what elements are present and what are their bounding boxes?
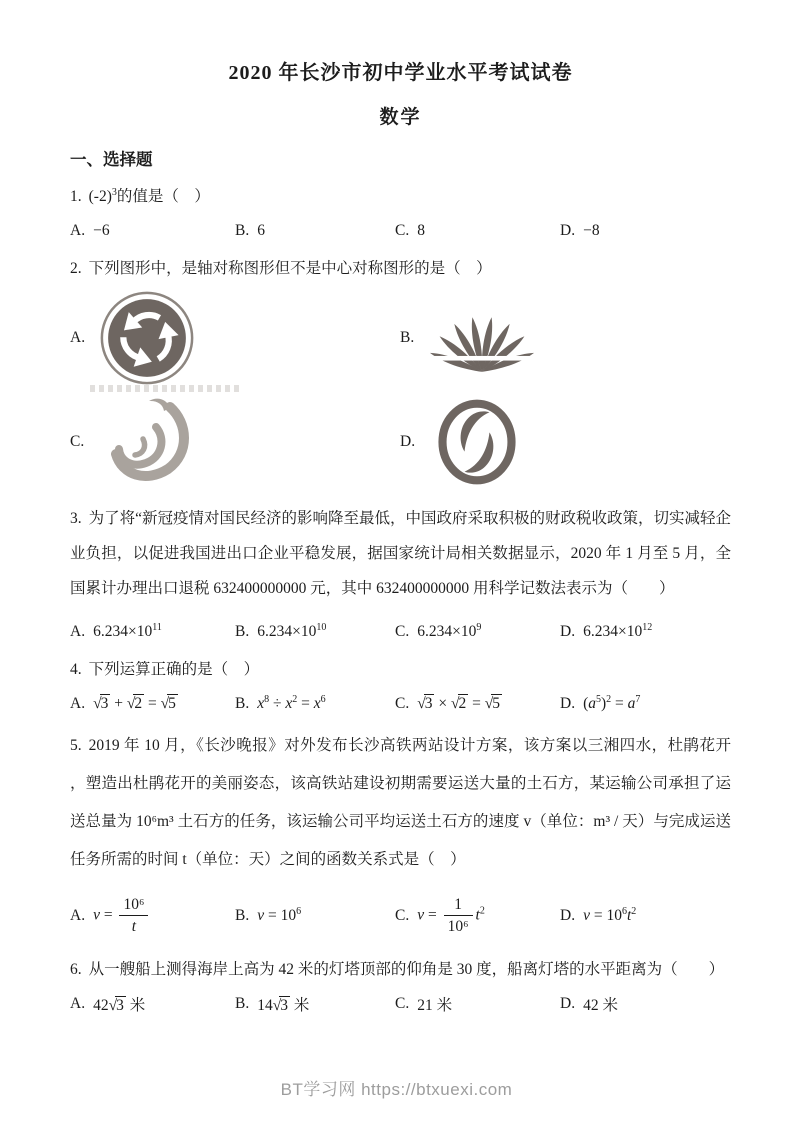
option-value: $v = 10^6$ bbox=[257, 905, 302, 924]
page-title: 2020 年长沙市初中学业水平考试试卷 bbox=[228, 62, 573, 84]
question-6-stem bbox=[70, 957, 731, 979]
question-6 bbox=[70, 957, 731, 1017]
option-label: D. bbox=[560, 622, 576, 640]
option-label: B. bbox=[235, 694, 250, 712]
option-label: D. bbox=[560, 694, 576, 712]
question-3-options bbox=[70, 619, 731, 645]
q6-option-b bbox=[235, 993, 395, 1015]
option-value: $6.234\times 10^{12}$ bbox=[583, 621, 653, 640]
option-label: D. bbox=[560, 222, 576, 239]
option-value: $6.234\times 10^9$ bbox=[417, 621, 482, 640]
question-4-text: 下列运算正确的是（ ） bbox=[88, 660, 260, 678]
q6-option-c bbox=[395, 993, 560, 1015]
question-3-text: 为了将“新冠疫情对国民经济的影响降至最低，中国政府采取积极的财政税收政策，切实减轻企业负担，以促进我国进出口企业平稳发展，据国家统计局相关数据显示，2020 年 1 月至 5 月，全国累计办理出口退税 632400000000 元，其中 632400000000 用科学记数法表示为（ ） bbox=[70, 510, 732, 597]
option-value: 42 米 bbox=[583, 996, 618, 1014]
option-value: $x^8 \div x^2 = x^6$ bbox=[257, 693, 326, 712]
option-label: B. bbox=[235, 622, 250, 640]
option-label: D. bbox=[560, 906, 576, 924]
option-value: −6 bbox=[93, 222, 110, 239]
question-4-stem bbox=[70, 657, 731, 679]
question-5-options bbox=[70, 887, 731, 945]
option-label: C. bbox=[395, 906, 410, 924]
question-2-stem bbox=[70, 256, 731, 278]
q4-option-a bbox=[70, 695, 235, 713]
question-number: 6. bbox=[70, 960, 82, 978]
question-4 bbox=[70, 657, 731, 717]
option-value: $(a^5)^2 = a^7$ bbox=[583, 693, 641, 712]
option-value: 6 bbox=[257, 222, 265, 239]
question-1-stem bbox=[70, 184, 731, 206]
option-label: A. bbox=[70, 994, 86, 1012]
option-label: D. bbox=[560, 994, 576, 1012]
option-label: A. bbox=[70, 622, 86, 640]
option-label: A. bbox=[70, 694, 86, 712]
option-value: −8 bbox=[583, 222, 600, 239]
option-label: C. bbox=[395, 994, 410, 1012]
option-value: 8 bbox=[417, 222, 425, 239]
question-1-options bbox=[70, 218, 731, 244]
question-3-stem bbox=[70, 502, 731, 607]
circular-arrows-logo-icon bbox=[99, 290, 195, 386]
phoenix-bird-logo-icon bbox=[98, 392, 213, 492]
q4-option-c bbox=[395, 695, 560, 713]
option-value: v = $\frac{\text{10⁶}}{t}$ bbox=[93, 895, 151, 937]
q2-option-d bbox=[400, 390, 731, 494]
question-number: 4. bbox=[70, 660, 82, 678]
q5-option-a bbox=[70, 895, 235, 937]
q3-option-b bbox=[235, 623, 395, 641]
q1-option-d bbox=[560, 222, 731, 240]
option-label: A. bbox=[70, 329, 86, 346]
option-label: B. bbox=[235, 906, 250, 924]
faint-watermark bbox=[90, 385, 242, 392]
option-value: 42√3 米 bbox=[93, 996, 146, 1014]
option-label: B. bbox=[400, 329, 415, 346]
q1-option-c bbox=[395, 222, 560, 240]
question-2 bbox=[70, 256, 731, 494]
q3-option-a bbox=[70, 623, 235, 641]
section-heading: 一、选择题 bbox=[70, 150, 153, 169]
q4-option-d bbox=[560, 695, 731, 713]
q3-option-d bbox=[560, 623, 731, 641]
option-label: C. bbox=[395, 622, 410, 640]
question-4-options bbox=[70, 691, 731, 717]
q2-option-a bbox=[70, 286, 400, 390]
question-6-options bbox=[70, 991, 731, 1017]
question-5-stem bbox=[70, 727, 731, 879]
q6-option-d bbox=[560, 993, 731, 1015]
question-number: 1. bbox=[70, 188, 82, 205]
option-value: 14√3 米 bbox=[257, 996, 310, 1014]
q1-option-b bbox=[235, 222, 395, 240]
question-1-text: 的值是（ ） bbox=[116, 188, 210, 205]
option-value: $v = 10^6t^2$ bbox=[583, 905, 637, 924]
option-label: A. bbox=[70, 222, 86, 239]
question-5-text: 2019 年 10 月，《长沙晚报》对外发布长沙高铁两站设计方案，该方案以三湘四水，杜鹃花开 ，塑造出杜鹃花开的美丽姿态，该高铁站建设初期需要运送大量的土石方，某运输公司承担了运送总量为 10⁶m³ 土石方的任务，该运输公司平均运送土石方的速度 v（单位：m³ / 天）与完成运送任务所需的时间 t（单位：天）之间的函数关系式是（ ） bbox=[70, 736, 731, 868]
q4-option-b bbox=[235, 695, 395, 713]
double-swirl-ring-logo-icon bbox=[429, 396, 525, 488]
option-label: C. bbox=[70, 433, 85, 450]
question-number: 3. bbox=[70, 510, 82, 527]
option-label: B. bbox=[235, 994, 250, 1012]
watermark-footer: BT学习网 https://btxuexi.com bbox=[280, 1080, 513, 1099]
q5-option-c bbox=[395, 895, 560, 937]
q2-option-b bbox=[400, 286, 731, 390]
question-1-formula: $(-2)^3$ bbox=[88, 186, 117, 205]
subject-title: 数学 bbox=[379, 107, 422, 128]
option-label: A. bbox=[70, 906, 86, 924]
question-1 bbox=[70, 184, 731, 244]
option-value: 21 米 bbox=[417, 996, 453, 1014]
question-number: 2. bbox=[70, 260, 82, 277]
option-value: √3 × √2 = √5 bbox=[417, 694, 501, 712]
q6-option-a bbox=[70, 993, 235, 1015]
option-value: $6.234\times 10^{10}$ bbox=[257, 621, 327, 640]
question-2-text: 下列图形中，是轴对称图形但不是中心对称图形的是（ ） bbox=[88, 260, 492, 277]
question-5 bbox=[70, 727, 731, 945]
q2-option-c bbox=[70, 390, 400, 494]
option-label: C. bbox=[395, 694, 410, 712]
question-3 bbox=[70, 502, 731, 645]
option-label: B. bbox=[235, 222, 250, 239]
question-number: 5. bbox=[70, 736, 82, 754]
q3-option-c bbox=[395, 623, 560, 641]
q5-option-b bbox=[235, 907, 395, 925]
q1-option-a bbox=[70, 222, 235, 240]
fan-petals-logo-icon bbox=[428, 298, 536, 378]
question-6-text: 从一艘船上测得海岸上高为 42 米的灯塔顶部的仰角是 30 度，船离灯塔的水平距离为（ ） bbox=[88, 960, 725, 978]
q5-option-d bbox=[560, 907, 731, 925]
option-label: D. bbox=[400, 433, 416, 450]
option-label: C. bbox=[395, 222, 410, 239]
question-2-options bbox=[70, 286, 731, 494]
option-value: √3 + √2 = √5 bbox=[93, 694, 176, 712]
option-value: $6.234\times 10^{11}$ bbox=[93, 621, 162, 640]
option-value: v = $\frac{1}{\text{10⁶}}$ $t^2$ bbox=[417, 895, 485, 935]
